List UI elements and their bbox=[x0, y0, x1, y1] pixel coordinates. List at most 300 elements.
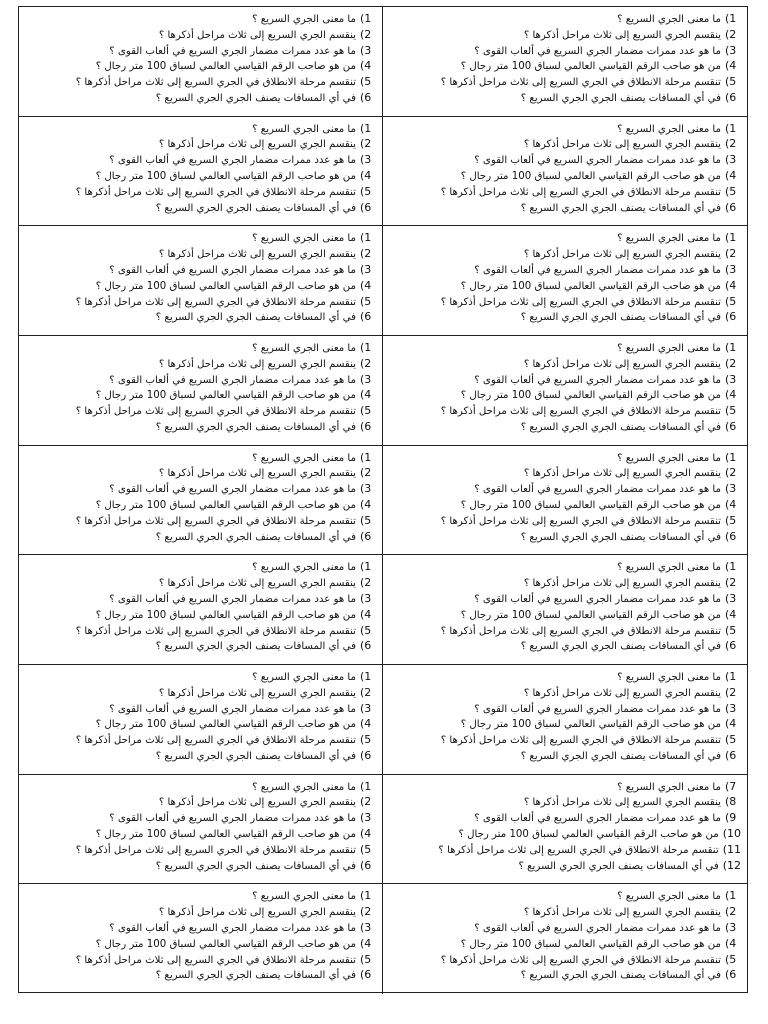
question-text: تنقسم مرحلة الانطلاق في الجري السريع إلى ثلاث مراحل أذكرها ؟ bbox=[75, 625, 356, 637]
question-text: ما معنى الجري السريع ؟ bbox=[252, 562, 356, 574]
question-number: 5) bbox=[360, 842, 372, 856]
question-number: 4) bbox=[360, 278, 372, 292]
question-line bbox=[521, 200, 741, 216]
question-text: من هو صاحب الرقم القياسي العالمي لسباق 100 متر رجال ؟ bbox=[95, 609, 356, 621]
question-number: 5) bbox=[725, 513, 737, 527]
question-number: 4) bbox=[725, 278, 737, 292]
question-number: 3) bbox=[360, 920, 372, 934]
question-line bbox=[461, 168, 741, 184]
question-text: من هو صاحب الرقم القياسي العالمي لسباق 100 متر رجال ؟ bbox=[95, 171, 356, 183]
question-line bbox=[461, 607, 741, 623]
question-number: 5) bbox=[725, 184, 737, 198]
question-text: ما هو عدد ممرات مضمار الجري السريع في ألعاب القوى ؟ bbox=[474, 155, 721, 167]
question-text: من هو صاحب الرقم القياسي العالمي لسباق 100 متر رجال ؟ bbox=[95, 390, 356, 402]
question-line bbox=[441, 184, 741, 200]
question-text: في أي المسافات يصنف الجري الجري السريع ؟ bbox=[155, 970, 356, 982]
question-text: ينقسم الجري السريع إلى ثلاث مراحل أذكرها ؟ bbox=[523, 797, 721, 809]
question-line bbox=[441, 732, 741, 748]
question-line bbox=[474, 43, 741, 59]
question-line bbox=[156, 419, 376, 435]
question-line bbox=[96, 607, 376, 623]
question-block-row bbox=[19, 446, 747, 556]
question-number: 6) bbox=[360, 749, 372, 762]
question-text: ما معنى الجري السريع ؟ bbox=[252, 672, 356, 683]
question-number: 4) bbox=[725, 717, 737, 731]
question-text: ما معنى الجري السريع ؟ bbox=[252, 343, 356, 354]
question-number: 3) bbox=[725, 482, 737, 496]
question-text: ينقسم الجري السريع إلى ثلاث مراحل أذكرها ؟ bbox=[158, 797, 356, 809]
question-text: ما معنى الجري السريع ؟ bbox=[252, 233, 356, 245]
question-line bbox=[438, 842, 741, 858]
question-line bbox=[96, 168, 376, 184]
question-line bbox=[159, 794, 376, 810]
question-number: 10) bbox=[722, 827, 741, 841]
question-text: ينقسم الجري السريع إلى ثلاث مراحل أذكرها ؟ bbox=[523, 687, 721, 699]
question-number: 3) bbox=[725, 43, 737, 57]
question-number: 1) bbox=[725, 341, 737, 354]
question-text: ما هو عدد ممرات مضمار الجري السريع في ألعاب القوى ؟ bbox=[109, 264, 356, 276]
question-line bbox=[474, 262, 741, 278]
question-number: 6) bbox=[360, 639, 372, 653]
question-text: ما هو عدد ممرات مضمار الجري السريع في ألعاب القوى ؟ bbox=[109, 593, 356, 605]
question-line bbox=[76, 403, 376, 419]
question-line bbox=[252, 669, 376, 685]
question-number: 3) bbox=[360, 482, 372, 496]
question-line bbox=[524, 465, 741, 481]
question-number: 1) bbox=[360, 341, 372, 354]
question-number: 1) bbox=[360, 450, 372, 464]
question-number: 5) bbox=[360, 184, 372, 198]
question-line bbox=[474, 152, 741, 168]
question-line bbox=[524, 136, 741, 152]
question-text: في أي المسافات يصنف الجري الجري السريع ؟ bbox=[520, 93, 721, 104]
question-text: من هو صاحب الرقم القياسي العالمي لسباق 100 متر رجال ؟ bbox=[460, 609, 721, 621]
question-text: في أي المسافات يصنف الجري الجري السريع ؟ bbox=[155, 531, 356, 543]
question-number: 6) bbox=[360, 200, 372, 214]
question-text: تنقسم مرحلة الانطلاق في الجري السريع إلى ثلاث مراحل أذكرها ؟ bbox=[440, 625, 721, 637]
question-text: ما هو عدد ممرات مضمار الجري السريع في ألعاب القوى ؟ bbox=[474, 922, 721, 934]
question-number: 4) bbox=[360, 498, 372, 512]
question-text: ينقسم الجري السريع إلى ثلاث مراحل أذكرها ؟ bbox=[158, 907, 356, 919]
question-line bbox=[441, 294, 741, 310]
question-text: ما معنى الجري السريع ؟ bbox=[617, 562, 721, 574]
question-text: في أي المسافات يصنف الجري الجري السريع ؟ bbox=[520, 751, 721, 762]
question-text: تنقسم مرحلة الانطلاق في الجري السريع إلى ثلاث مراحل أذكرها ؟ bbox=[75, 515, 356, 527]
question-line bbox=[96, 936, 376, 952]
question-text: ما معنى الجري السريع ؟ bbox=[617, 672, 721, 683]
question-number: 2) bbox=[360, 137, 372, 151]
question-text: تنقسم مرحلة الانطلاق في الجري السريع إلى ثلاث مراحل أذكرها ؟ bbox=[440, 186, 721, 198]
question-text: ما هو عدد ممرات مضمار الجري السريع في ألعاب القوى ؟ bbox=[109, 155, 356, 167]
question-text: ينقسم الجري السريع إلى ثلاث مراحل أذكرها ؟ bbox=[523, 358, 721, 370]
question-number: 2) bbox=[360, 466, 372, 480]
question-card-left bbox=[19, 226, 383, 335]
question-text: ما هو عدد ممرات مضمار الجري السريع في ألعاب القوى ؟ bbox=[474, 374, 721, 386]
question-text: من هو صاحب الرقم القياسي العالمي لسباق 100 متر رجال ؟ bbox=[95, 719, 356, 731]
question-number: 5) bbox=[725, 952, 737, 966]
question-number: 1) bbox=[725, 231, 737, 245]
question-line bbox=[96, 278, 376, 294]
question-line bbox=[521, 90, 741, 106]
question-line bbox=[521, 967, 741, 983]
question-card-left bbox=[19, 884, 383, 994]
question-text: ينقسم الجري السريع إلى ثلاث مراحل أذكرها ؟ bbox=[523, 907, 721, 919]
question-line bbox=[521, 419, 741, 435]
question-number: 1) bbox=[725, 121, 737, 135]
question-text: ينقسم الجري السريع إلى ثلاث مراحل أذكرها ؟ bbox=[158, 29, 356, 41]
question-text: في أي المسافات يصنف الجري الجري السريع ؟ bbox=[520, 641, 721, 653]
question-text: في أي المسافات يصنف الجري الجري السريع ؟ bbox=[520, 202, 721, 214]
question-number: 5) bbox=[360, 952, 372, 966]
question-text: من هو صاحب الرقم القياسي العالمي لسباق 100 متر رجال ؟ bbox=[460, 61, 721, 73]
question-line bbox=[109, 920, 376, 936]
question-card-left bbox=[19, 336, 383, 445]
question-number: 4) bbox=[725, 936, 737, 950]
question-number: 6) bbox=[725, 968, 737, 982]
question-line bbox=[156, 748, 376, 764]
question-number: 3) bbox=[725, 372, 737, 386]
question-number: 9) bbox=[725, 811, 737, 825]
question-line bbox=[521, 529, 741, 545]
question-number: 2) bbox=[360, 356, 372, 370]
question-text: ما معنى الجري السريع ؟ bbox=[252, 891, 356, 903]
question-line bbox=[524, 356, 741, 372]
question-number: 3) bbox=[360, 43, 372, 57]
question-number: 3) bbox=[725, 920, 737, 934]
question-line bbox=[461, 497, 741, 513]
question-card-left bbox=[19, 7, 383, 116]
question-number: 5) bbox=[725, 75, 737, 89]
question-text: ما معنى الجري السريع ؟ bbox=[252, 14, 356, 25]
question-number: 6) bbox=[725, 200, 737, 214]
question-text: تنقسم مرحلة الانطلاق في الجري السريع إلى ثلاث مراحل أذكرها ؟ bbox=[75, 735, 356, 747]
question-card-right bbox=[383, 336, 747, 445]
question-text: ما هو عدد ممرات مضمار الجري السريع في ألعاب القوى ؟ bbox=[474, 593, 721, 605]
question-line bbox=[109, 372, 376, 388]
question-line bbox=[524, 575, 741, 591]
question-line bbox=[252, 559, 376, 575]
question-number: 5) bbox=[725, 294, 737, 308]
question-card-right bbox=[383, 117, 747, 226]
question-number: 1) bbox=[725, 670, 737, 683]
question-number: 2) bbox=[360, 905, 372, 919]
question-number: 2) bbox=[725, 905, 737, 919]
question-text: ما هو عدد ممرات مضمار الجري السريع في ألعاب القوى ؟ bbox=[109, 374, 356, 386]
question-text: تنقسم مرحلة الانطلاق في الجري السريع إلى ثلاث مراحل أذكرها ؟ bbox=[440, 515, 721, 527]
worksheet-sheet bbox=[18, 6, 748, 993]
question-number: 1) bbox=[725, 12, 737, 25]
question-text: من هو صاحب الرقم القياسي العالمي لسباق 100 متر رجال ؟ bbox=[95, 280, 356, 292]
question-number: 4) bbox=[360, 607, 372, 621]
question-line bbox=[159, 575, 376, 591]
question-number: 3) bbox=[360, 262, 372, 276]
question-line bbox=[524, 794, 741, 810]
question-text: ما معنى الجري السريع ؟ bbox=[252, 781, 356, 793]
question-number: 3) bbox=[725, 701, 737, 715]
question-line bbox=[76, 952, 376, 968]
question-line bbox=[76, 74, 376, 90]
question-text: ما معنى الجري السريع ؟ bbox=[617, 123, 721, 135]
question-number: 1) bbox=[360, 670, 372, 683]
question-line bbox=[159, 685, 376, 701]
question-line bbox=[156, 858, 376, 874]
question-text: في أي المسافات يصنف الجري الجري السريع ؟ bbox=[155, 422, 356, 433]
question-text: من هو صاحب الرقم القياسي العالمي لسباق 100 متر رجال ؟ bbox=[458, 829, 719, 841]
question-text: تنقسم مرحلة الانطلاق في الجري السريع إلى ثلاث مراحل أذكرها ؟ bbox=[75, 406, 356, 418]
question-card-right bbox=[383, 446, 747, 555]
question-text: ما هو عدد ممرات مضمار الجري السريع في ألعاب القوى ؟ bbox=[109, 45, 356, 57]
question-line bbox=[156, 967, 376, 983]
question-text: ما معنى الجري السريع ؟ bbox=[252, 452, 356, 464]
question-number: 1) bbox=[360, 560, 372, 574]
question-line bbox=[458, 826, 741, 842]
question-line bbox=[474, 810, 741, 826]
question-number: 1) bbox=[360, 12, 372, 25]
question-text: ما معنى الجري السريع ؟ bbox=[617, 781, 721, 793]
question-number: 2) bbox=[725, 137, 737, 151]
question-text: تنقسم مرحلة الانطلاق في الجري السريع إلى ثلاث مراحل أذكرها ؟ bbox=[440, 735, 721, 747]
question-text: تنقسم مرحلة الانطلاق في الجري السريع إلى ثلاث مراحل أذكرها ؟ bbox=[440, 954, 721, 966]
question-text: ما معنى الجري السريع ؟ bbox=[617, 233, 721, 245]
question-block-row bbox=[19, 226, 747, 336]
question-number: 3) bbox=[360, 372, 372, 386]
question-line bbox=[617, 230, 741, 246]
question-number: 4) bbox=[725, 59, 737, 73]
question-line bbox=[96, 497, 376, 513]
question-number: 12) bbox=[722, 858, 741, 872]
question-line bbox=[474, 701, 741, 717]
question-number: 6) bbox=[725, 639, 737, 653]
question-text: ما هو عدد ممرات مضمار الجري السريع في ألعاب القوى ؟ bbox=[474, 264, 721, 276]
question-card-left bbox=[19, 117, 383, 226]
question-text: من هو صاحب الرقم القياسي العالمي لسباق 100 متر رجال ؟ bbox=[460, 390, 721, 402]
question-line bbox=[617, 121, 741, 137]
question-line bbox=[521, 309, 741, 325]
question-number: 2) bbox=[360, 576, 372, 590]
question-number: 6) bbox=[360, 968, 372, 982]
question-line bbox=[617, 11, 741, 27]
question-line bbox=[252, 450, 376, 466]
question-line bbox=[617, 450, 741, 466]
question-text: تنقسم مرحلة الانطلاق في الجري السريع إلى ثلاث مراحل أذكرها ؟ bbox=[75, 77, 356, 89]
question-line bbox=[156, 309, 376, 325]
question-card-left bbox=[19, 775, 383, 884]
question-line bbox=[76, 294, 376, 310]
question-number: 4) bbox=[725, 169, 737, 183]
question-number: 4) bbox=[725, 498, 737, 512]
question-number: 1) bbox=[360, 121, 372, 135]
question-line bbox=[96, 387, 376, 403]
question-number: 7) bbox=[725, 779, 737, 793]
question-number: 2) bbox=[725, 466, 737, 480]
question-line bbox=[521, 748, 741, 764]
question-line bbox=[518, 858, 741, 874]
question-number: 2) bbox=[725, 27, 737, 41]
question-number: 4) bbox=[360, 717, 372, 731]
question-text: من هو صاحب الرقم القياسي العالمي لسباق 100 متر رجال ؟ bbox=[460, 500, 721, 512]
question-text: تنقسم مرحلة الانطلاق في الجري السريع إلى ثلاث مراحل أذكرها ؟ bbox=[75, 844, 356, 856]
question-number: 1) bbox=[725, 889, 737, 903]
question-line bbox=[474, 481, 741, 497]
question-number: 5) bbox=[360, 733, 372, 747]
question-text: ما معنى الجري السريع ؟ bbox=[617, 891, 721, 903]
question-text: ينقسم الجري السريع إلى ثلاث مراحل أذكرها ؟ bbox=[158, 249, 356, 261]
question-text: تنقسم مرحلة الانطلاق في الجري السريع إلى ثلاث مراحل أذكرها ؟ bbox=[75, 296, 356, 308]
question-number: 5) bbox=[725, 733, 737, 747]
question-text: ما هو عدد ممرات مضمار الجري السريع في ألعاب القوى ؟ bbox=[109, 484, 356, 496]
question-number: 6) bbox=[725, 529, 737, 543]
question-text: ما هو عدد ممرات مضمار الجري السريع في ألعاب القوى ؟ bbox=[109, 703, 356, 715]
question-number: 6) bbox=[725, 310, 737, 324]
question-number: 3) bbox=[725, 591, 737, 605]
question-number: 6) bbox=[725, 420, 737, 433]
question-line bbox=[461, 58, 741, 74]
question-text: ما معنى الجري السريع ؟ bbox=[617, 14, 721, 25]
question-number: 4) bbox=[360, 388, 372, 402]
question-block-row bbox=[19, 884, 747, 994]
question-text: ينقسم الجري السريع إلى ثلاث مراحل أذكرها ؟ bbox=[523, 249, 721, 261]
question-line bbox=[252, 779, 376, 795]
question-line bbox=[474, 920, 741, 936]
question-line bbox=[617, 888, 741, 904]
question-card-right bbox=[383, 775, 747, 884]
question-text: من هو صاحب الرقم القياسي العالمي لسباق 100 متر رجال ؟ bbox=[460, 171, 721, 183]
question-line bbox=[159, 27, 376, 43]
question-number: 2) bbox=[360, 685, 372, 699]
question-text: ينقسم الجري السريع إلى ثلاث مراحل أذكرها ؟ bbox=[523, 139, 721, 151]
question-number: 2) bbox=[725, 685, 737, 699]
question-line bbox=[461, 278, 741, 294]
question-line bbox=[96, 826, 376, 842]
question-number: 5) bbox=[360, 404, 372, 418]
question-line bbox=[617, 779, 741, 795]
question-block-row bbox=[19, 117, 747, 227]
question-line bbox=[524, 246, 741, 262]
question-number: 6) bbox=[725, 749, 737, 762]
question-line bbox=[441, 403, 741, 419]
question-line bbox=[252, 11, 376, 27]
question-text: من هو صاحب الرقم القياسي العالمي لسباق 100 متر رجال ؟ bbox=[460, 938, 721, 950]
question-line bbox=[617, 559, 741, 575]
question-number: 4) bbox=[360, 827, 372, 841]
question-line bbox=[617, 340, 741, 356]
question-text: من هو صاحب الرقم القياسي العالمي لسباق 100 متر رجال ؟ bbox=[95, 500, 356, 512]
question-line bbox=[252, 340, 376, 356]
question-number: 1) bbox=[725, 560, 737, 574]
question-text: ينقسم الجري السريع إلى ثلاث مراحل أذكرها ؟ bbox=[158, 139, 356, 151]
question-line bbox=[156, 529, 376, 545]
question-line bbox=[461, 936, 741, 952]
question-number: 1) bbox=[360, 779, 372, 793]
question-line bbox=[159, 136, 376, 152]
question-text: تنقسم مرحلة الانطلاق في الجري السريع إلى ثلاث مراحل أذكرها ؟ bbox=[75, 186, 356, 198]
question-text: في أي المسافات يصنف الجري الجري السريع ؟ bbox=[155, 202, 356, 214]
question-number: 4) bbox=[725, 607, 737, 621]
question-line bbox=[461, 387, 741, 403]
question-text: من هو صاحب الرقم القياسي العالمي لسباق 100 متر رجال ؟ bbox=[95, 938, 356, 950]
question-text: في أي المسافات يصنف الجري الجري السريع ؟ bbox=[520, 422, 721, 433]
question-text: في أي المسافات يصنف الجري الجري السريع ؟ bbox=[155, 312, 356, 324]
question-card-right bbox=[383, 7, 747, 116]
question-block-row bbox=[19, 775, 747, 885]
question-text: تنقسم مرحلة الانطلاق في الجري السريع إلى ثلاث مراحل أذكرها ؟ bbox=[440, 77, 721, 89]
question-line bbox=[159, 904, 376, 920]
question-text: ما هو عدد ممرات مضمار الجري السريع في ألعاب القوى ؟ bbox=[109, 922, 356, 934]
question-number: 3) bbox=[360, 153, 372, 167]
question-number: 3) bbox=[725, 153, 737, 167]
question-line bbox=[441, 513, 741, 529]
question-text: من هو صاحب الرقم القياسي العالمي لسباق 100 متر رجال ؟ bbox=[460, 280, 721, 292]
question-line bbox=[521, 638, 741, 654]
question-text: ما معنى الجري السريع ؟ bbox=[617, 452, 721, 464]
question-text: من هو صاحب الرقم القياسي العالمي لسباق 100 متر رجال ؟ bbox=[95, 61, 356, 73]
question-line bbox=[96, 716, 376, 732]
question-line bbox=[159, 356, 376, 372]
question-number: 3) bbox=[360, 591, 372, 605]
question-number: 4) bbox=[725, 388, 737, 402]
question-block-row bbox=[19, 665, 747, 775]
question-number: 4) bbox=[360, 59, 372, 73]
question-text: ما هو عدد ممرات مضمار الجري السريع في ألعاب القوى ؟ bbox=[474, 484, 721, 496]
question-number: 3) bbox=[360, 701, 372, 715]
question-text: ما هو عدد ممرات مضمار الجري السريع في ألعاب القوى ؟ bbox=[474, 45, 721, 57]
question-number: 8) bbox=[725, 795, 737, 809]
question-number: 6) bbox=[360, 310, 372, 324]
question-text: من هو صاحب الرقم القياسي العالمي لسباق 100 متر رجال ؟ bbox=[95, 829, 356, 841]
question-line bbox=[441, 952, 741, 968]
question-number: 5) bbox=[360, 75, 372, 89]
question-text: ينقسم الجري السريع إلى ثلاث مراحل أذكرها ؟ bbox=[523, 468, 721, 480]
question-number: 6) bbox=[725, 91, 737, 104]
question-number: 1) bbox=[360, 231, 372, 245]
question-number: 2) bbox=[725, 576, 737, 590]
question-text: ما هو عدد ممرات مضمار الجري السريع في ألعاب القوى ؟ bbox=[474, 703, 721, 715]
question-block-row bbox=[19, 555, 747, 665]
question-card-right bbox=[383, 226, 747, 335]
question-text: تنقسم مرحلة الانطلاق في الجري السريع إلى ثلاث مراحل أذكرها ؟ bbox=[75, 954, 356, 966]
question-text: تنقسم مرحلة الانطلاق في الجري السريع إلى ثلاث مراحل أذكرها ؟ bbox=[440, 406, 721, 418]
question-line bbox=[76, 513, 376, 529]
question-line bbox=[76, 732, 376, 748]
question-number: 6) bbox=[360, 91, 372, 104]
question-card-right bbox=[383, 555, 747, 664]
question-number: 6) bbox=[360, 529, 372, 543]
question-text: ما معنى الجري السريع ؟ bbox=[252, 123, 356, 135]
question-line bbox=[524, 27, 741, 43]
question-number: 5) bbox=[360, 513, 372, 527]
question-number: 5) bbox=[725, 404, 737, 418]
question-number: 1) bbox=[360, 889, 372, 903]
question-text: في أي المسافات يصنف الجري الجري السريع ؟ bbox=[155, 641, 356, 653]
question-card-left bbox=[19, 665, 383, 774]
question-text: من هو صاحب الرقم القياسي العالمي لسباق 100 متر رجال ؟ bbox=[460, 719, 721, 731]
question-number: 4) bbox=[360, 936, 372, 950]
question-line bbox=[96, 58, 376, 74]
question-line bbox=[76, 623, 376, 639]
question-block-row bbox=[19, 7, 747, 117]
question-line bbox=[524, 685, 741, 701]
question-text: ينقسم الجري السريع إلى ثلاث مراحل أذكرها ؟ bbox=[158, 468, 356, 480]
question-text: ما معنى الجري السريع ؟ bbox=[617, 343, 721, 354]
question-line bbox=[109, 43, 376, 59]
question-number: 2) bbox=[725, 356, 737, 370]
question-line bbox=[252, 888, 376, 904]
question-line bbox=[156, 200, 376, 216]
question-line bbox=[474, 372, 741, 388]
question-number: 2) bbox=[725, 247, 737, 261]
question-block-row bbox=[19, 336, 747, 446]
question-text: ينقسم الجري السريع إلى ثلاث مراحل أذكرها ؟ bbox=[158, 358, 356, 370]
